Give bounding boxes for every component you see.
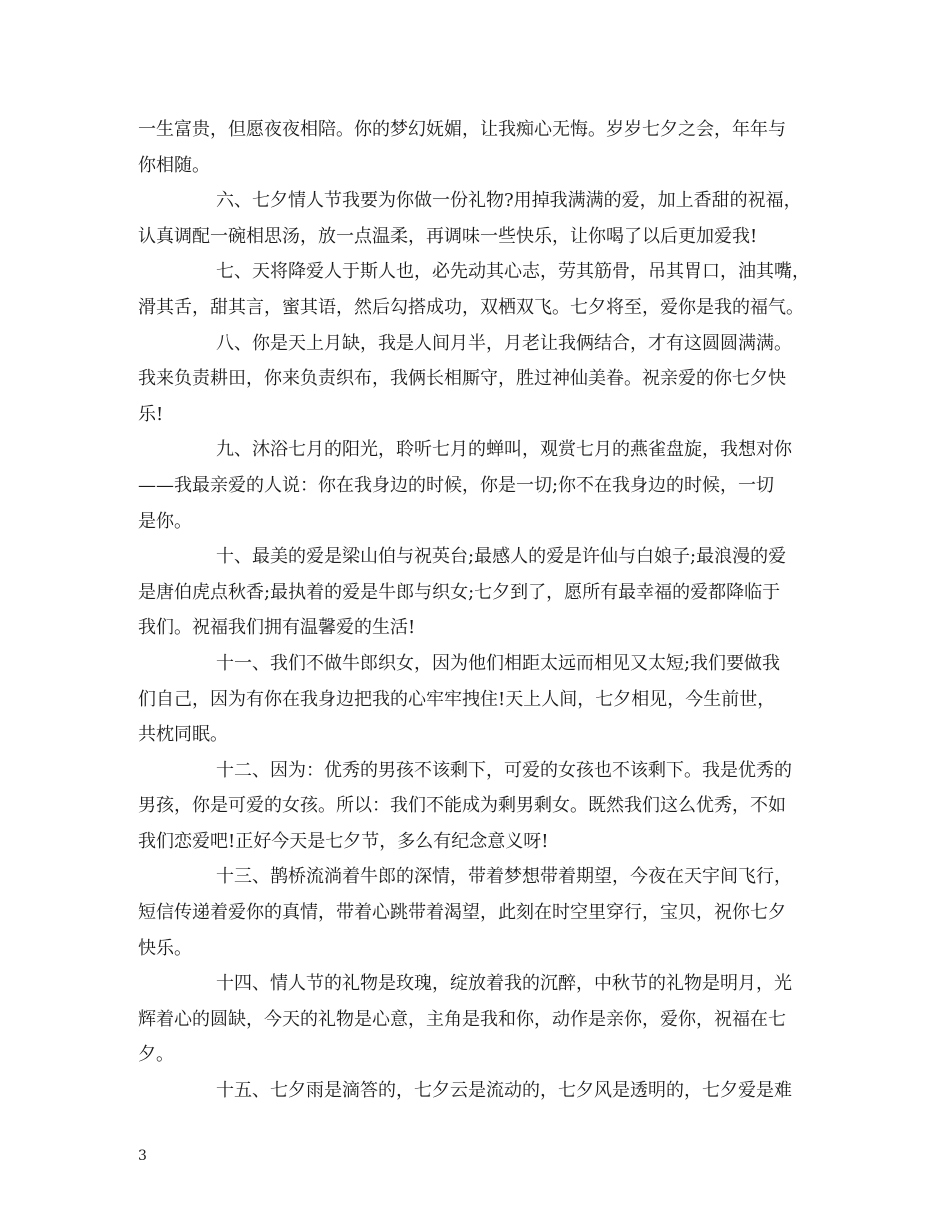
paragraph-start-7: 七、天将降爱人于斯人也，必先动其心志，劳其筋骨，吊其胃口，油其嘴， bbox=[216, 261, 810, 283]
text-line: 辉着心的圆缺，今天的礼物是心意，主角是我和你，动作是亲你，爱你，祝福在七 bbox=[138, 1008, 786, 1030]
paragraph-start-13: 十三、鹊桥流淌着牛郎的深情，带着梦想带着期望，今夜在天宇间飞行， bbox=[216, 866, 792, 888]
text-line: 我们。祝福我们拥有温馨爱的生活! bbox=[138, 617, 416, 639]
paragraph-start-6: 六、七夕情人节我要为你做一份礼物?用掉我满满的爱，加上香甜的祝福， bbox=[216, 190, 802, 212]
text-line: 认真调配一碗相思汤，放一点温柔，再调味一些快乐，让你喝了以后更加爱我! bbox=[138, 225, 758, 247]
text-line: 共枕同眠。 bbox=[138, 724, 228, 746]
text-line: 男孩，你是可爱的女孩。所以：我们不能成为剩男剩女。既然我们这么优秀，不如 bbox=[138, 795, 786, 817]
paragraph-start-14: 十四、情人节的礼物是玫瑰，绽放着我的沉醉，中秋节的礼物是明月，光 bbox=[216, 973, 792, 995]
paragraph-start-11: 十一、我们不做牛郎织女，因为他们相距太远而相见又太短;我们要做我 bbox=[216, 652, 781, 674]
text-line: 夕。 bbox=[138, 1044, 174, 1066]
text-line: 短信传递着爱你的真情，带着心跳带着渴望，此刻在时空里穿行，宝贝，祝你七夕 bbox=[138, 902, 786, 924]
paragraph-start-10: 十、最美的爱是梁山伯与祝英台;最感人的爱是许仙与白娘子;最浪漫的爱 bbox=[216, 546, 787, 568]
paragraph-start-9: 九、沐浴七月的阳光，聆听七月的蝉叫，观赏七月的燕雀盘旋，我想对你 bbox=[216, 439, 792, 461]
text-line: 快乐。 bbox=[138, 937, 192, 959]
text-line: 是唐伯虎点秋香;最执着的爱是牛郎与织女;七夕到了，愿所有最幸福的爱都降临于 bbox=[138, 581, 781, 603]
text-line: 我来负责耕田，你来负责织布，我俩长相厮守，胜过神仙美眷。祝亲爱的你七夕快 bbox=[138, 368, 786, 390]
paragraph-start-12: 十二、因为：优秀的男孩不该剩下，可爱的女孩也不该剩下。我是优秀的 bbox=[216, 759, 792, 781]
document-body bbox=[138, 112, 814, 1109]
text-line: 们自己，因为有你在我身边把我的心牢牢拽住!天上人间，七夕相见，今生前世， bbox=[138, 688, 776, 710]
paragraph-start-8: 八、你是天上月缺，我是人间月半，月老让我俩结合，才有这圆圆满满。 bbox=[216, 332, 792, 354]
page-number: 3 bbox=[138, 1148, 147, 1164]
text-line: 你相随。 bbox=[138, 154, 210, 176]
text-line: 一生富贵，但愿夜夜相陪。你的梦幻妩媚，让我痴心无悔。岁岁七夕之会，年年与 bbox=[138, 119, 786, 140]
paragraph-start-15: 十五、七夕雨是滴答的，七夕云是流动的，七夕风是透明的，七夕爱是难 bbox=[216, 1080, 792, 1102]
text-line: 我们恋爱吧!正好今天是七夕节，多么有纪念意义呀! bbox=[138, 830, 549, 852]
text-line: 滑其舌，甜其言，蜜其语，然后勾搭成功，双栖双飞。七夕将至，爱你是我的福气。 bbox=[138, 296, 804, 318]
text-line: 乐! bbox=[138, 403, 164, 425]
text-line: 是你。 bbox=[138, 510, 192, 532]
text-line: ——我最亲爱的人说：你在我身边的时候，你是一切;你不在我身边的时候，一切 bbox=[138, 474, 775, 496]
